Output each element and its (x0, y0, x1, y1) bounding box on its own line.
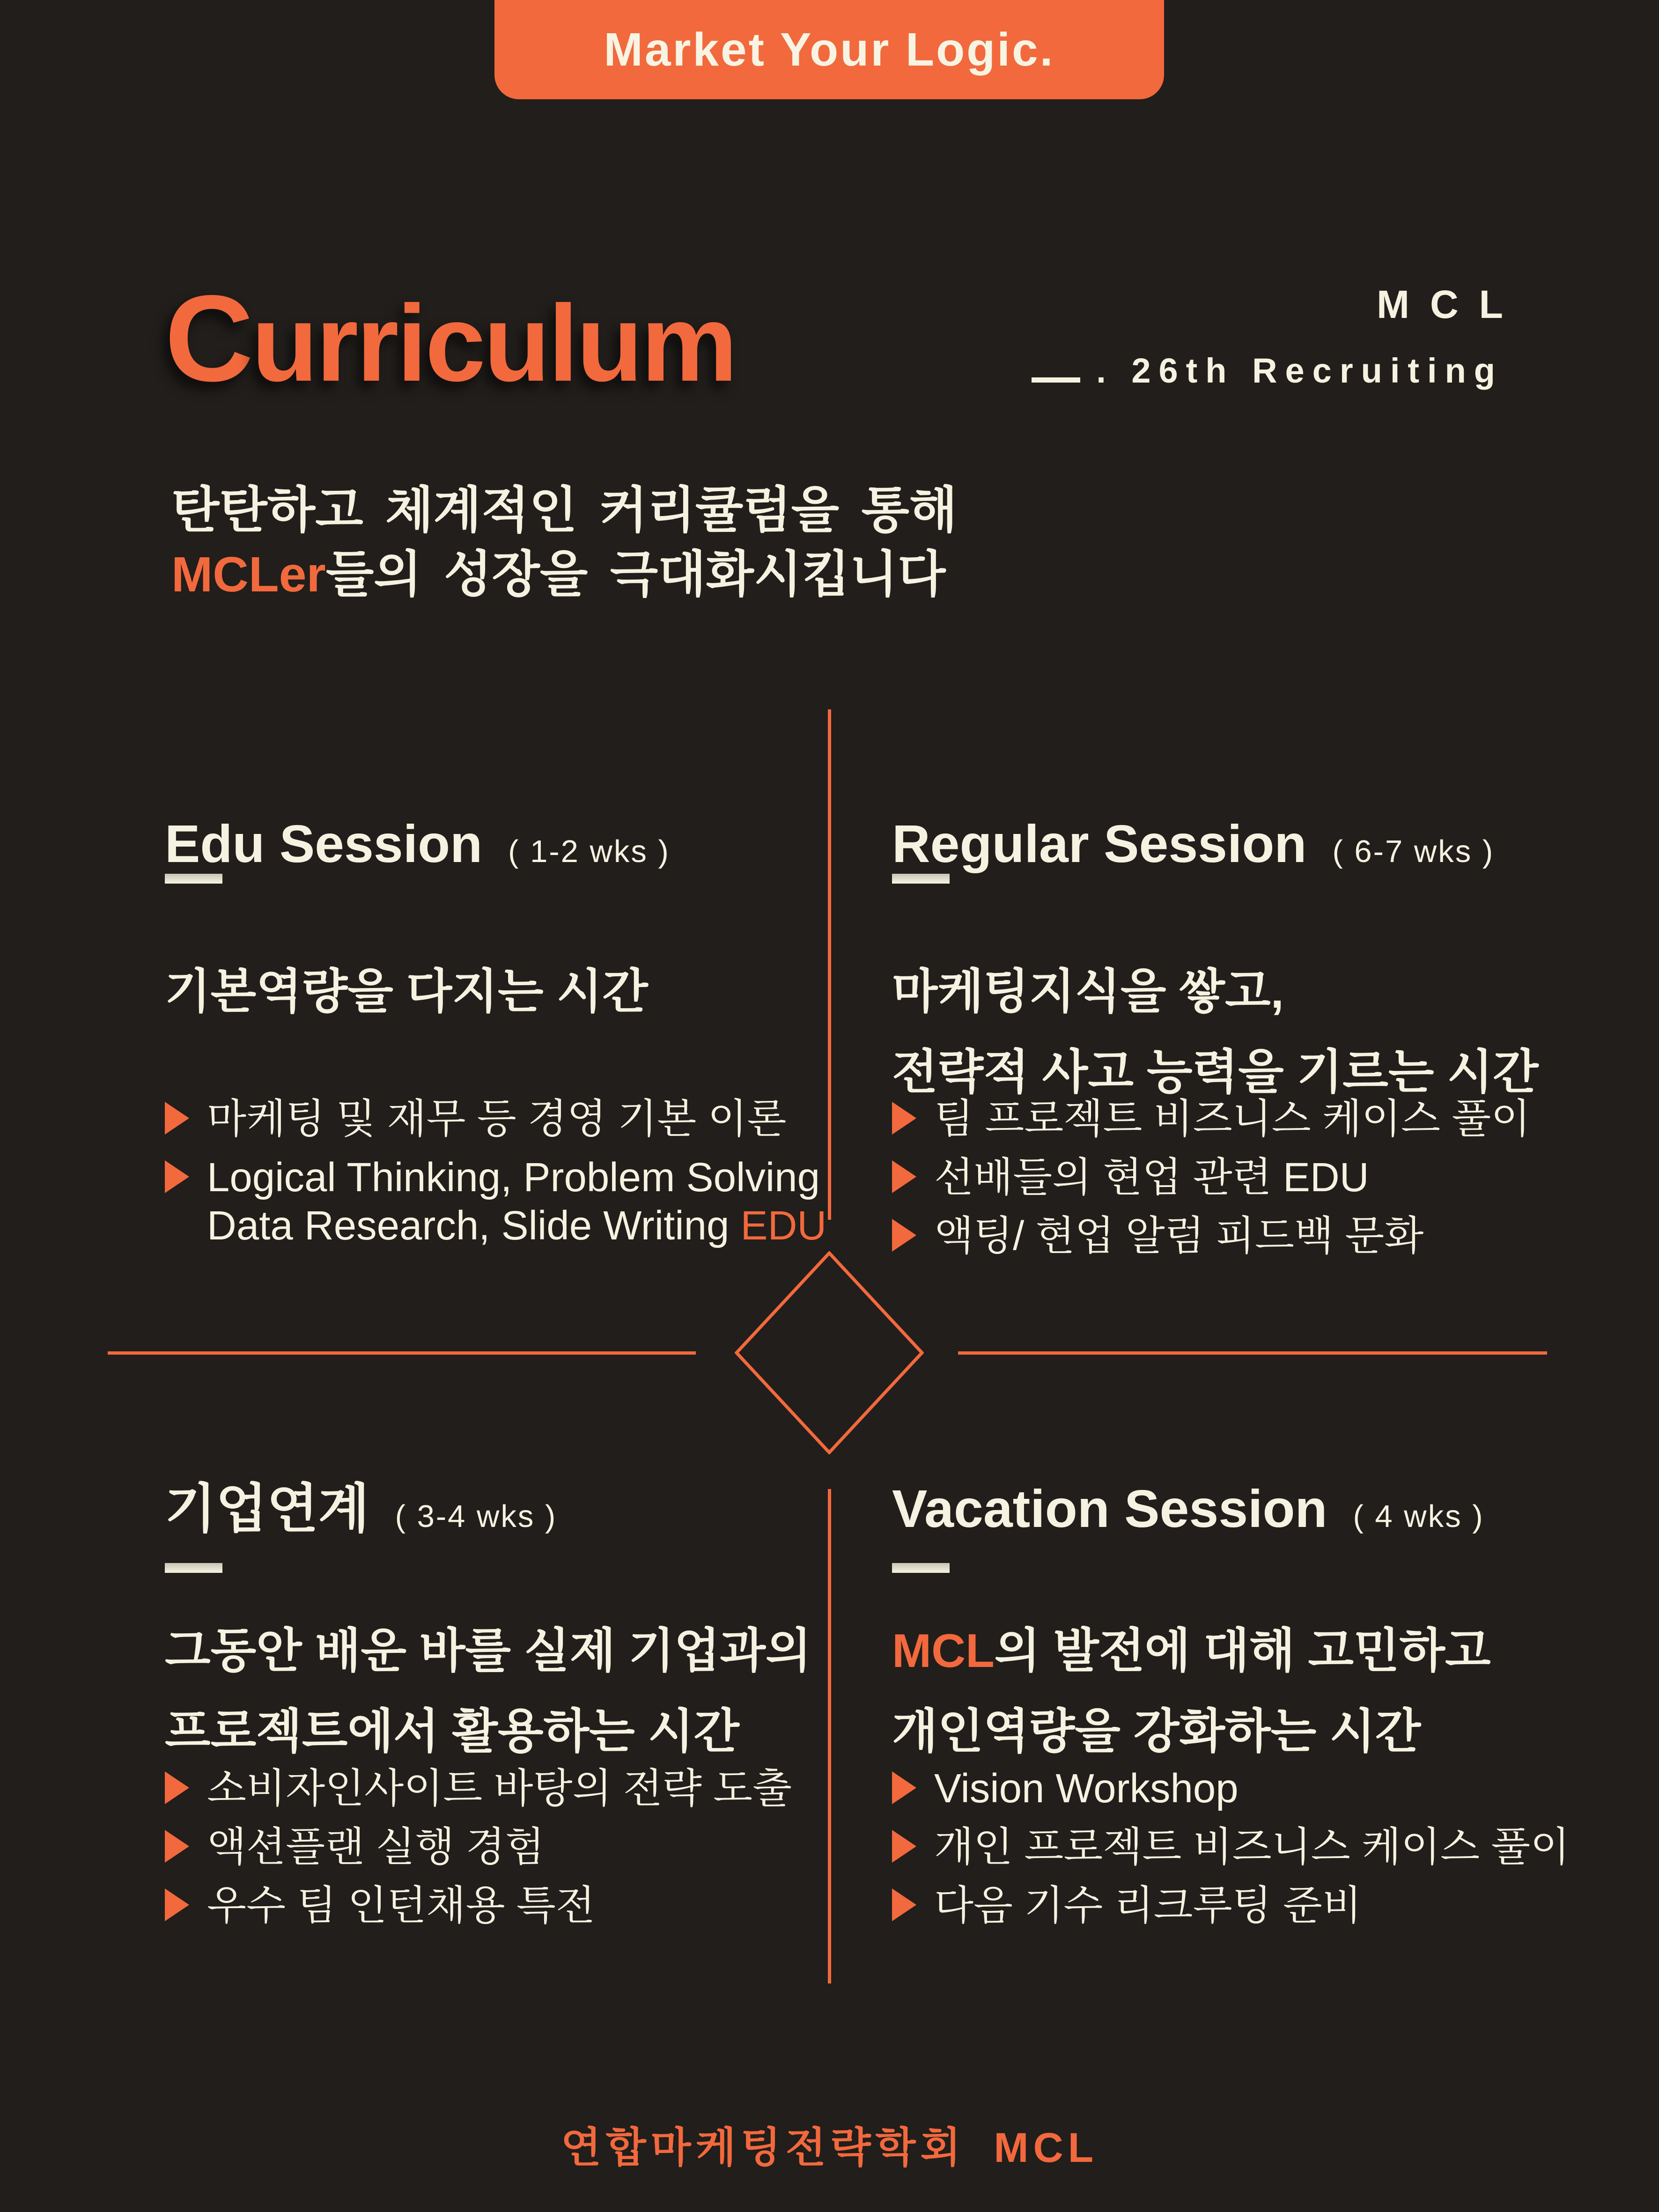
org-label: MCL (1377, 282, 1524, 326)
list-item: 우수 팀 인턴채용 특전 (165, 1881, 792, 1930)
section-desc-regular: 마케팅지식을 쌓고, 전략적 사고 능력을 기르는 시간 (892, 966, 1539, 1099)
recruiting-block (1032, 282, 1524, 391)
triangle-bullet-icon (892, 1102, 916, 1135)
list-item: 액팅/ 현업 알럼 피드백 문화 (892, 1212, 1530, 1260)
section-underline-bar (165, 874, 222, 884)
divider-horizontal-left (108, 1351, 696, 1355)
section-desc-edu: 기본역량을 다지는 시간 (165, 966, 648, 1018)
page-title-rest: urriculum (251, 283, 736, 404)
list-item: 액션플랜 실행 경험 (165, 1823, 792, 1871)
list-item: 팀 프로젝트 비즈니스 케이스 풀이 (892, 1095, 1530, 1143)
section-duration: ( 4 wks ) (1353, 1499, 1484, 1534)
triangle-bullet-icon (892, 1888, 916, 1921)
triangle-bullet-icon (165, 1102, 189, 1135)
section-bullets-corporate (165, 1764, 792, 1940)
page-title-initial: C (165, 270, 252, 407)
divider-vertical-bottom (828, 1489, 831, 1983)
subtitle-line-2-rest: 들의 성장을 극대화시킵니다 (325, 547, 946, 602)
triangle-bullet-icon (892, 1830, 916, 1863)
triangle-bullet-icon (892, 1219, 916, 1252)
triangle-bullet-icon (165, 1160, 189, 1193)
divider-horizontal-right (958, 1351, 1547, 1355)
section-duration: ( 1-2 wks ) (508, 834, 670, 869)
list-item: Vision Workshop (892, 1764, 1570, 1813)
section-desc-vacation: MCL의 발전에 대해 고민하고 개인역량을 강화하는 시간 (892, 1625, 1491, 1758)
section-underline-bar (892, 1563, 950, 1573)
section-duration: ( 6-7 wks ) (1332, 834, 1495, 869)
triangle-bullet-icon (892, 1160, 916, 1193)
list-item: 다음 기수 리크루팅 준비 (892, 1881, 1570, 1930)
bullet-highlight: EDU (740, 1203, 827, 1248)
list-item: 소비자인사이트 바탕의 전략 도출 (165, 1764, 792, 1813)
triangle-bullet-icon (165, 1830, 189, 1863)
section-duration: ( 3-4 wks ) (395, 1499, 557, 1534)
footer-org-label: 연합마케팅전략학회 MCL (560, 2124, 1099, 2171)
recruiting-line (1032, 351, 1503, 391)
diamond-ornament (735, 1251, 924, 1454)
triangle-bullet-icon (165, 1888, 189, 1921)
page-subtitle (171, 479, 957, 607)
triangle-bullet-icon (892, 1771, 916, 1804)
dash-ornament (1032, 377, 1080, 383)
section-title-regular-session: Regular Session ( 6-7 wks ) (892, 814, 1495, 873)
divider-vertical-top (828, 709, 831, 1220)
section-desc-corporate: 그동안 배운 바를 실제 기업과의 프로젝트에서 활용하는 시간 (165, 1625, 811, 1758)
section-bullets-regular (892, 1095, 1530, 1270)
section-bullets-vacation (892, 1764, 1570, 1940)
page-title (165, 270, 736, 407)
subtitle-line-2 (171, 543, 957, 607)
recruiting-label: . 26th Recruiting (1096, 351, 1503, 390)
brand-badge (494, 0, 1164, 99)
triangle-bullet-icon (165, 1771, 189, 1804)
section-title-corporate-link: 기업연계 ( 3-4 wks ) (165, 1479, 557, 1538)
brand-badge-label: Market Your Logic. (604, 23, 1055, 76)
section-underline-bar (165, 1563, 222, 1573)
section-title-edu-session: Edu Session ( 1-2 wks ) (165, 814, 670, 873)
list-item: 마케팅 및 재무 등 경영 기본 이론 (165, 1095, 826, 1143)
section-title-vacation-session: Vacation Session ( 4 wks ) (892, 1479, 1484, 1538)
subtitle-highlight: MCLer (171, 547, 326, 602)
desc-highlight: MCL (892, 1625, 995, 1677)
subtitle-line-1: 탄탄하고 체계적인 커리큘럼을 통해 (171, 483, 958, 538)
list-item: 개인 프로젝트 비즈니스 케이스 풀이 (892, 1823, 1570, 1871)
list-item: 선배들의 현업 관련 EDU (892, 1153, 1530, 1202)
section-bullets-edu (165, 1095, 826, 1260)
section-underline-bar (892, 874, 950, 884)
list-item: Logical Thinking, Problem Solving Data Research, Slide Writing EDU (165, 1153, 826, 1250)
